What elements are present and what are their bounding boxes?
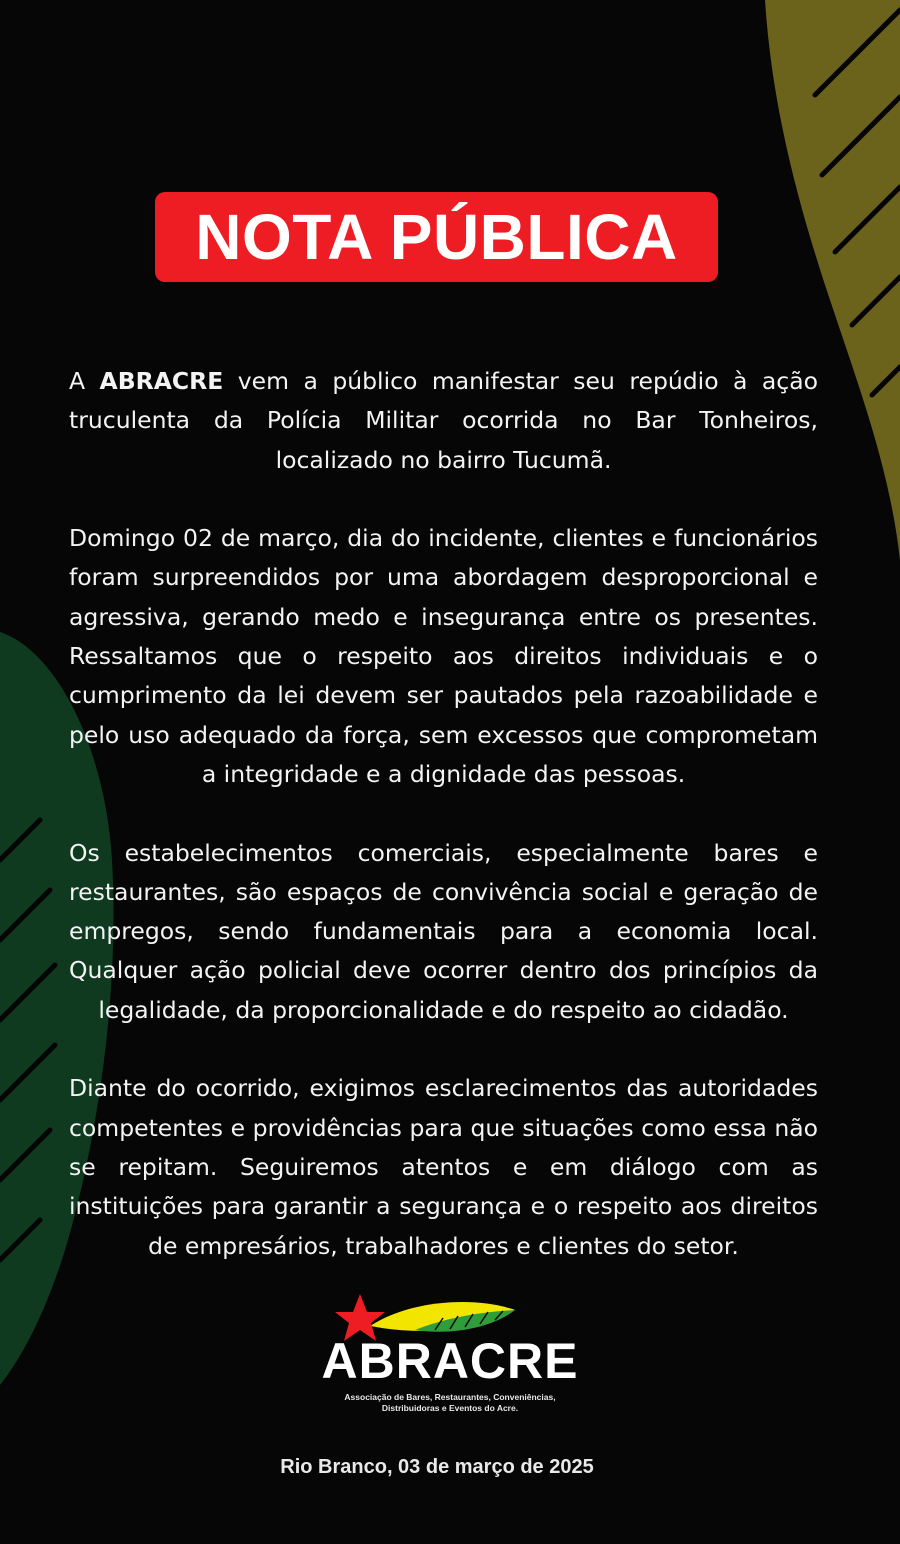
note-body <box>69 362 818 1305</box>
paragraph-2: Domingo 02 de março, dia do incidente, clientes e funcionários foram surpreendidos por uma abordagem desproporcional e agressiva, gerando medo e insegurança entre os presentes. Ressaltamos que o respeito aos direitos individuais e o cumprimento da lei devem ser pautados pela razoabilidade e pelo uso adequado da força, sem excessos que comprometam a integridade e a dignidade das pessoas. <box>69 524 818 788</box>
abracre-logo <box>315 1292 585 1422</box>
logo-subtitle-line1: Associação de Bares, Restaurantes, Conveniências, <box>344 1392 556 1402</box>
date-location: Rio Branco, 03 de março de 2025 <box>280 1456 594 1478</box>
logo-subtitle-line2: Distribuidoras e Eventos do Acre. <box>381 1403 519 1413</box>
paragraph-1 <box>69 362 818 480</box>
paragraph-4: Diante do ocorrido, exigimos esclarecimentos das autoridades competentes e providências para que situações como essa não se repitam. Seguiremos atentos e em diálogo com as instituições para garantir a segurança e o respeito aos direitos de empresários, trabalhadores e clientes do setor. <box>69 1074 818 1260</box>
paragraph-1-intro: A <box>69 367 100 395</box>
paragraph-1-org-name: ABRACRE <box>99 367 224 395</box>
logo-subtitle <box>315 1392 585 1414</box>
logo-name: ABRACRE <box>321 1333 579 1389</box>
paragraph-1-rest: vem a público manifestar seu repúdio à ação truculenta da Polícia Militar ocorrida no Bar Tonheiros, localizado no bairro Tucumã. <box>69 367 818 474</box>
title-banner <box>155 192 718 282</box>
paragraph-3: Os estabelecimentos comerciais, especialmente bares e restaurantes, são espaços de convivência social e geração de empregos, sendo fundamentais para a economia local. Qualquer ação policial deve ocorrer dentro dos princípios da legalidade, da proporcionalidade e do respeito ao cidadão. <box>69 838 818 1024</box>
page-title: NOTA PÚBLICA <box>195 201 678 273</box>
